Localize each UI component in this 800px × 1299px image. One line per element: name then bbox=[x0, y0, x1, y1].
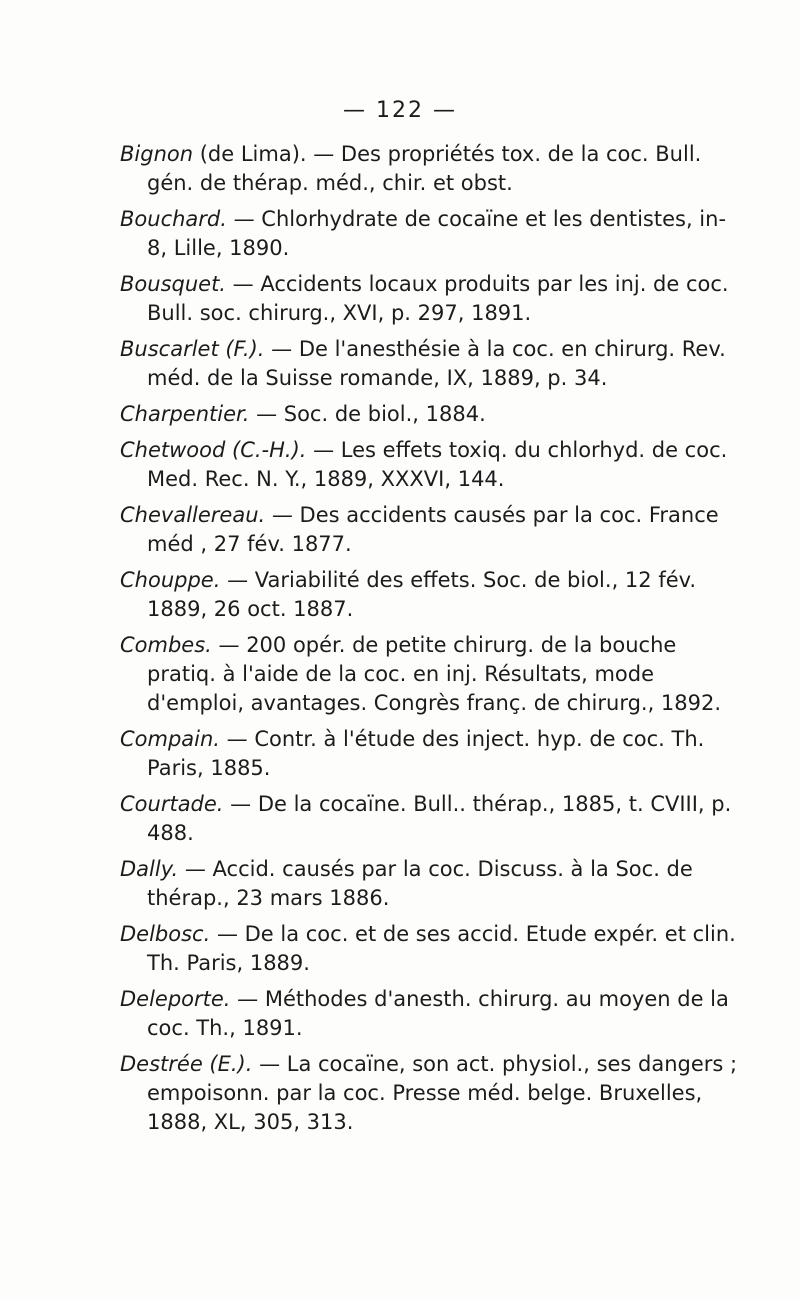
entry-text: — Contr. à l'étude des inject. hyp. de coc. Th. Paris, 1885. bbox=[147, 727, 705, 780]
bibliography-entry bbox=[120, 140, 740, 198]
bibliography-entry bbox=[120, 985, 740, 1043]
entry-author: Courtade. bbox=[120, 792, 224, 816]
entry-author: Dally. bbox=[120, 857, 179, 881]
entry-text: — Des accidents causés par la coc. France méd , 27 fév. 1877. bbox=[147, 503, 719, 556]
bibliography-entry bbox=[120, 566, 740, 624]
bibliography-entry bbox=[120, 631, 740, 718]
bibliography-entry bbox=[120, 270, 740, 328]
entry-author: Chouppe. bbox=[120, 568, 221, 592]
bibliography-entry bbox=[120, 855, 740, 913]
bibliography-entry bbox=[120, 205, 740, 263]
entry-author: Bignon bbox=[120, 142, 194, 166]
entry-text: — 200 opér. de petite chirurg. de la bouche pratiq. à l'aide de la coc. en inj. Résultats, mode d'emploi, avantages. Congrès franç. de chirurg., 1892. bbox=[147, 633, 722, 715]
entry-text: — La cocaïne, son act. physiol., ses dangers ; empoisonn. par la coc. Presse méd. belge. Bruxelles, 1888, XL, 305, 313. bbox=[147, 1052, 738, 1134]
bibliography-entry bbox=[120, 725, 740, 783]
entry-author: Compain. bbox=[120, 727, 220, 751]
bibliography-list bbox=[120, 140, 740, 1144]
entry-text: — Accidents locaux produits par les inj. de coc. Bull. soc. chirurg., XVI, p. 297, 1891. bbox=[147, 272, 729, 325]
entry-author: Deleporte. bbox=[120, 987, 231, 1011]
entry-text: — Chlorhydrate de cocaïne et les dentistes, in-8, Lille, 1890. bbox=[147, 207, 727, 260]
bibliography-entry bbox=[120, 400, 740, 429]
bibliography-entry bbox=[120, 436, 740, 494]
entry-author: Charpentier. bbox=[120, 402, 250, 426]
entry-author: Chevallereau. bbox=[120, 503, 266, 527]
entry-author: Bouchard. bbox=[120, 207, 227, 231]
entry-text: (de Lima). — Des propriétés tox. de la coc. Bull. gén. de thérap. méd., chir. et obst. bbox=[147, 142, 702, 195]
entry-text: — Méthodes d'anesth. chirurg. au moyen de la coc. Th., 1891. bbox=[147, 987, 729, 1040]
entry-text: — De la coc. et de ses accid. Etude expér. et clin. Th. Paris, 1889. bbox=[147, 922, 736, 975]
bibliography-entry bbox=[120, 790, 740, 848]
entry-author: Buscarlet (F.). bbox=[120, 337, 265, 361]
entry-text: — De la cocaïne. Bull.. thérap., 1885, t. CVIII, p. 488. bbox=[147, 792, 732, 845]
bibliography-entry bbox=[120, 920, 740, 978]
entry-author: Chetwood (C.-H.). bbox=[120, 438, 307, 462]
entry-text: — Les effets toxiq. du chlorhyd. de coc. Med. Rec. N. Y., 1889, XXXVI, 144. bbox=[147, 438, 728, 491]
bibliography-entry bbox=[120, 335, 740, 393]
entry-text: — Accid. causés par la coc. Discuss. à la Soc. de thérap., 23 mars 1886. bbox=[147, 857, 693, 910]
page-number: — 122 — bbox=[343, 98, 457, 123]
entry-author: Bousquet. bbox=[120, 272, 226, 296]
entry-author: Combes. bbox=[120, 633, 212, 657]
entry-text: — Variabilité des effets. Soc. de biol., 12 fév. 1889, 26 oct. 1887. bbox=[147, 568, 697, 621]
entry-author: Delbosc. bbox=[120, 922, 211, 946]
entry-text: — Soc. de biol., 1884. bbox=[249, 402, 486, 426]
entry-text: — De l'anesthésie à la coc. en chirurg. Rev. méd. de la Suisse romande, IX, 1889, p. 34. bbox=[147, 337, 726, 390]
bibliography-entry bbox=[120, 501, 740, 559]
bibliography-entry bbox=[120, 1050, 740, 1137]
entry-author: Destrée (E.). bbox=[120, 1052, 253, 1076]
